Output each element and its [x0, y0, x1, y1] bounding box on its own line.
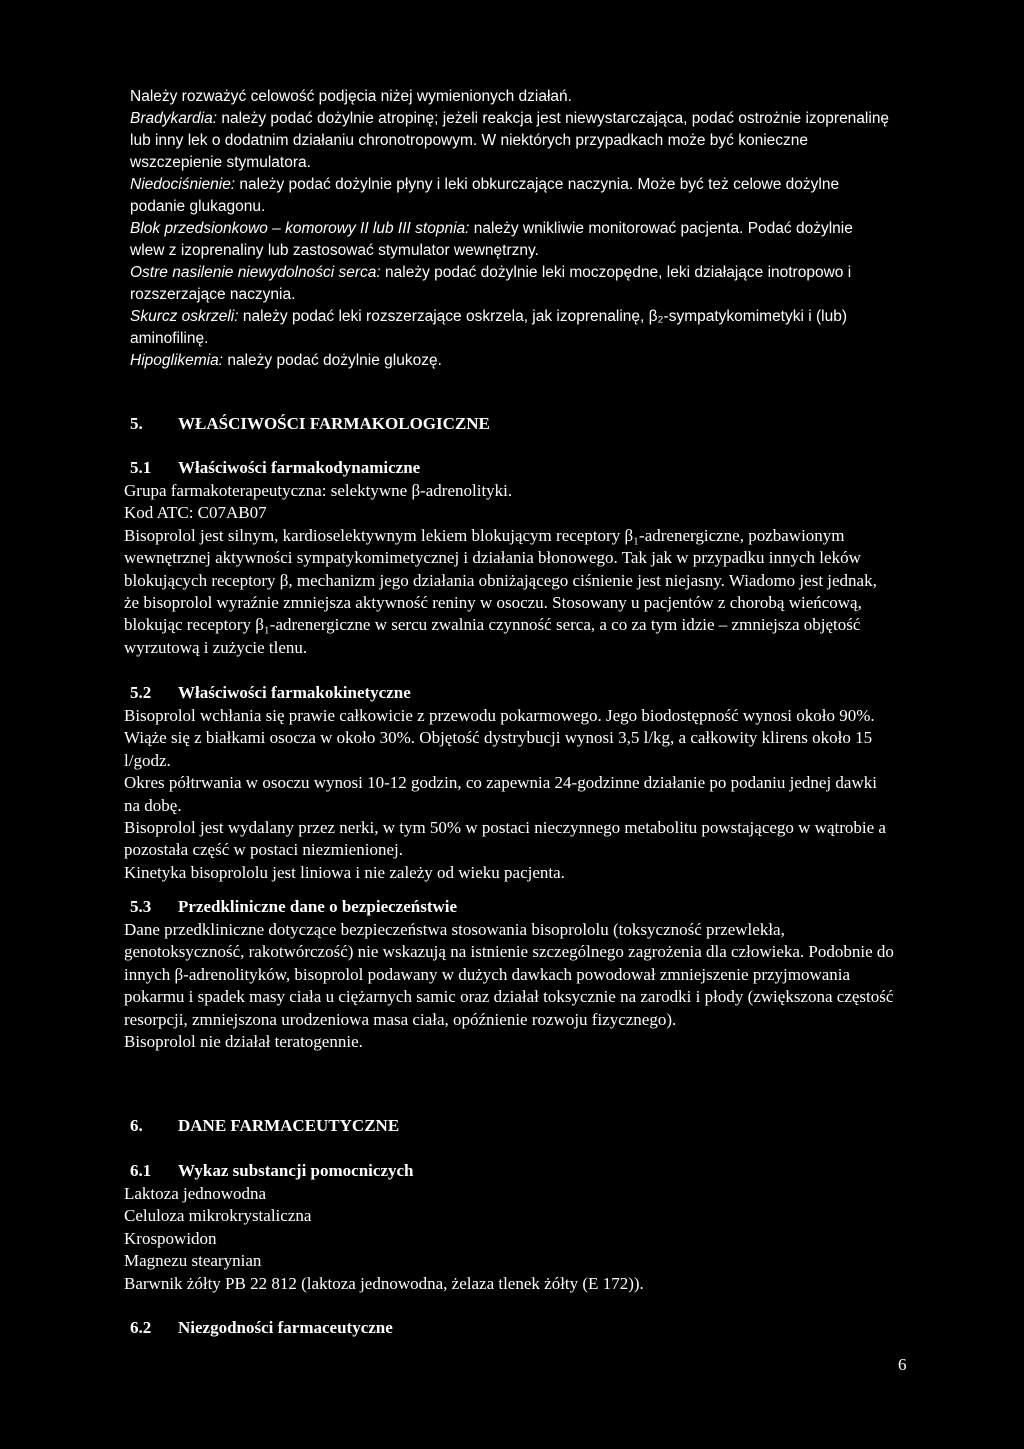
excipient-item: Krospowidon	[124, 1228, 217, 1248]
section-title: Przedkliniczne dane o bezpieczeństwie	[178, 897, 458, 916]
item-text: należy podać dożylnie płyny i leki obkurczające naczynia. Może być też celowe dożylne podanie glukagonu.	[130, 176, 840, 215]
section-5-1-heading	[130, 458, 890, 478]
item-label: Bradykardia:	[130, 110, 218, 127]
pk-absorption: Bisoprolol wchłania się prawie całkowicie z przewodu pokarmowego. Jego biodostępność wynosi około 90%. Wiąże się z białkami osocza w około 30%. Objętość dystrybucji wynosi 3,5 l/kg, a całkowity klirens około 15 l/godz.	[124, 706, 875, 770]
overdose-intro: Należy rozważyć celowość podjęcia niżej wymienionych działań.	[130, 88, 572, 105]
item-text: należy podać dożylnie atropinę; jeżeli reakcja jest niewystarczająca, podać ostrożnie izoprenalinę lub inny lek o dodatnim działaniu chronotropowym. W niektórych przypadkach może być konieczne wszczepienie stymulatora.	[130, 110, 890, 171]
pharmacodynamics-text: Bisoprolol jest silnym, kardioselektywnym lekiem blokującym receptory β₁-adrenergiczne, pozbawionym wewnętrznej aktywności sympatykomimetycznej i działania błonowego. Tak jak w przypadku innych leków blokujących receptory β, mechanizm jego działania obniżającego ciśnienie jest niejasny. Wiadomo jest jednak, że bisoprolol wyraźnie zmniejsza aktywność reniny w osoczu. Stosowany u pacjentów z chorobą wieńcową, blokując receptory β₁-adrenergiczne w sercu zwalnia czynność serca, a co za tym idzie – zmniejsza objętość wyrzutową i zużycie tlenu.	[124, 525, 877, 657]
overdose-item-heart-failure	[130, 262, 890, 306]
section-title: Niezgodności farmaceutyczne	[178, 1318, 393, 1337]
section-5-3-heading	[130, 897, 890, 917]
overdose-item-hypoglycemia	[130, 350, 890, 372]
preclinical-text: Dane przedkliniczne dotyczące bezpieczeństwa stosowania bisoprololu (toksyczność przewlekła, genotoksyczność, rakotwórczość) nie wskazują na istnienie szczególnego zagrożenia dla człowieka. Podobnie do innych β-adrenolityków, bisoprolol podawany w dużych dawkach powodował zmniejszenie przyjmowania pokarmu i spadek masy ciała u ciężarnych samic oraz działał toksycznie na zarodki i płody (zwiększona częstość resorpcji, zmniejszona urodzeniowa masa ciała, opóźnienie rozwoju fizycznego).	[124, 920, 894, 1029]
section-5-2-heading	[130, 683, 890, 703]
section-title: Właściwości farmakodynamiczne	[178, 458, 421, 477]
item-label: Skurcz oskrzeli:	[130, 308, 239, 325]
section-6-1-heading	[130, 1161, 890, 1181]
atc-code: Kod ATC: C07AB07	[124, 503, 267, 523]
item-label: Ostre nasilenie niewydolności serca:	[130, 264, 381, 281]
pk-half-life: Okres półtrwania w osoczu wynosi 10-12 godzin, co zapewnia 24-godzinne działanie po podaniu jednej dawki na dobę.	[124, 773, 877, 815]
item-text: należy podać leki rozszerzające oskrzela, jak izoprenalinę, β₂-sympatykomimetyki i (lub) aminofilinę.	[130, 308, 847, 347]
pk-elimination: Bisoprolol jest wydalany przez nerki, w tym 50% w postaci nieczynnego metabolitu powstającego w wątrobie a pozostała część w postaci niezmienionej.	[124, 818, 886, 860]
section-number: 5.2	[130, 683, 152, 702]
section-number: 5.1	[130, 458, 152, 477]
section-6-2-heading	[130, 1318, 890, 1338]
overdose-item-bronchospasm	[130, 306, 890, 350]
section-number: 5.	[130, 414, 143, 433]
item-label: Blok przedsionkowo – komorowy II lub III stopnia:	[130, 220, 470, 237]
section-5-heading	[130, 414, 890, 434]
section-number: 5.3	[130, 897, 152, 916]
overdose-management	[130, 86, 890, 372]
excipient-item: Barwnik żółty PB 22 812 (laktoza jednowodna, żelaza tlenek żółty (E 172)).	[124, 1273, 644, 1293]
section-number: 6.2	[130, 1318, 152, 1337]
item-text: należy podać dożylnie leki moczopędne, leki działające inotropowo i rozszerzające naczynia.	[130, 264, 852, 303]
overdose-item-av-block	[130, 218, 890, 262]
page-number: 6	[898, 1355, 907, 1374]
section-5-2-body	[124, 705, 894, 884]
section-title: Wykaz substancji pomocniczych	[178, 1161, 414, 1180]
excipient-item: Magnezu stearynian	[124, 1251, 262, 1271]
excipients-list	[124, 1183, 894, 1295]
preclinical-teratogenicity: Bisoprolol nie działał teratogennie.	[124, 1032, 363, 1052]
section-number: 6.	[130, 1116, 143, 1135]
section-title: DANE FARMACEUTYCZNE	[178, 1116, 400, 1135]
section-title: Właściwości farmakokinetyczne	[178, 683, 411, 702]
section-5-1-body	[124, 480, 894, 659]
overdose-item-hypotension	[130, 174, 890, 218]
item-label: Hipoglikemia:	[130, 352, 224, 369]
pk-linearity: Kinetyka bisoprololu jest liniowa i nie zależy od wieku pacjenta.	[124, 862, 565, 882]
overdose-item-bradycardia	[130, 108, 890, 174]
excipient-item: Celuloza mikrokrystaliczna	[124, 1206, 312, 1226]
section-6-heading	[130, 1116, 890, 1136]
section-number: 6.1	[130, 1161, 152, 1180]
section-title: WŁAŚCIWOŚCI FARMAKOLOGICZNE	[178, 414, 490, 433]
item-text: należy podać dożylnie glukozę.	[223, 352, 442, 369]
excipient-item: Laktoza jednowodna	[124, 1184, 267, 1203]
item-label: Niedociśnienie:	[130, 176, 236, 193]
section-5-3-body	[124, 919, 894, 1053]
pharmacotherapeutic-group: Grupa farmakoterapeutyczna: selektywne β-adrenolityki.	[124, 481, 513, 500]
item-text: należy wnikliwie monitorować pacjenta. Podać dożylnie wlew z izoprenaliny lub zastosować stymulator wewnętrzny.	[130, 220, 853, 259]
